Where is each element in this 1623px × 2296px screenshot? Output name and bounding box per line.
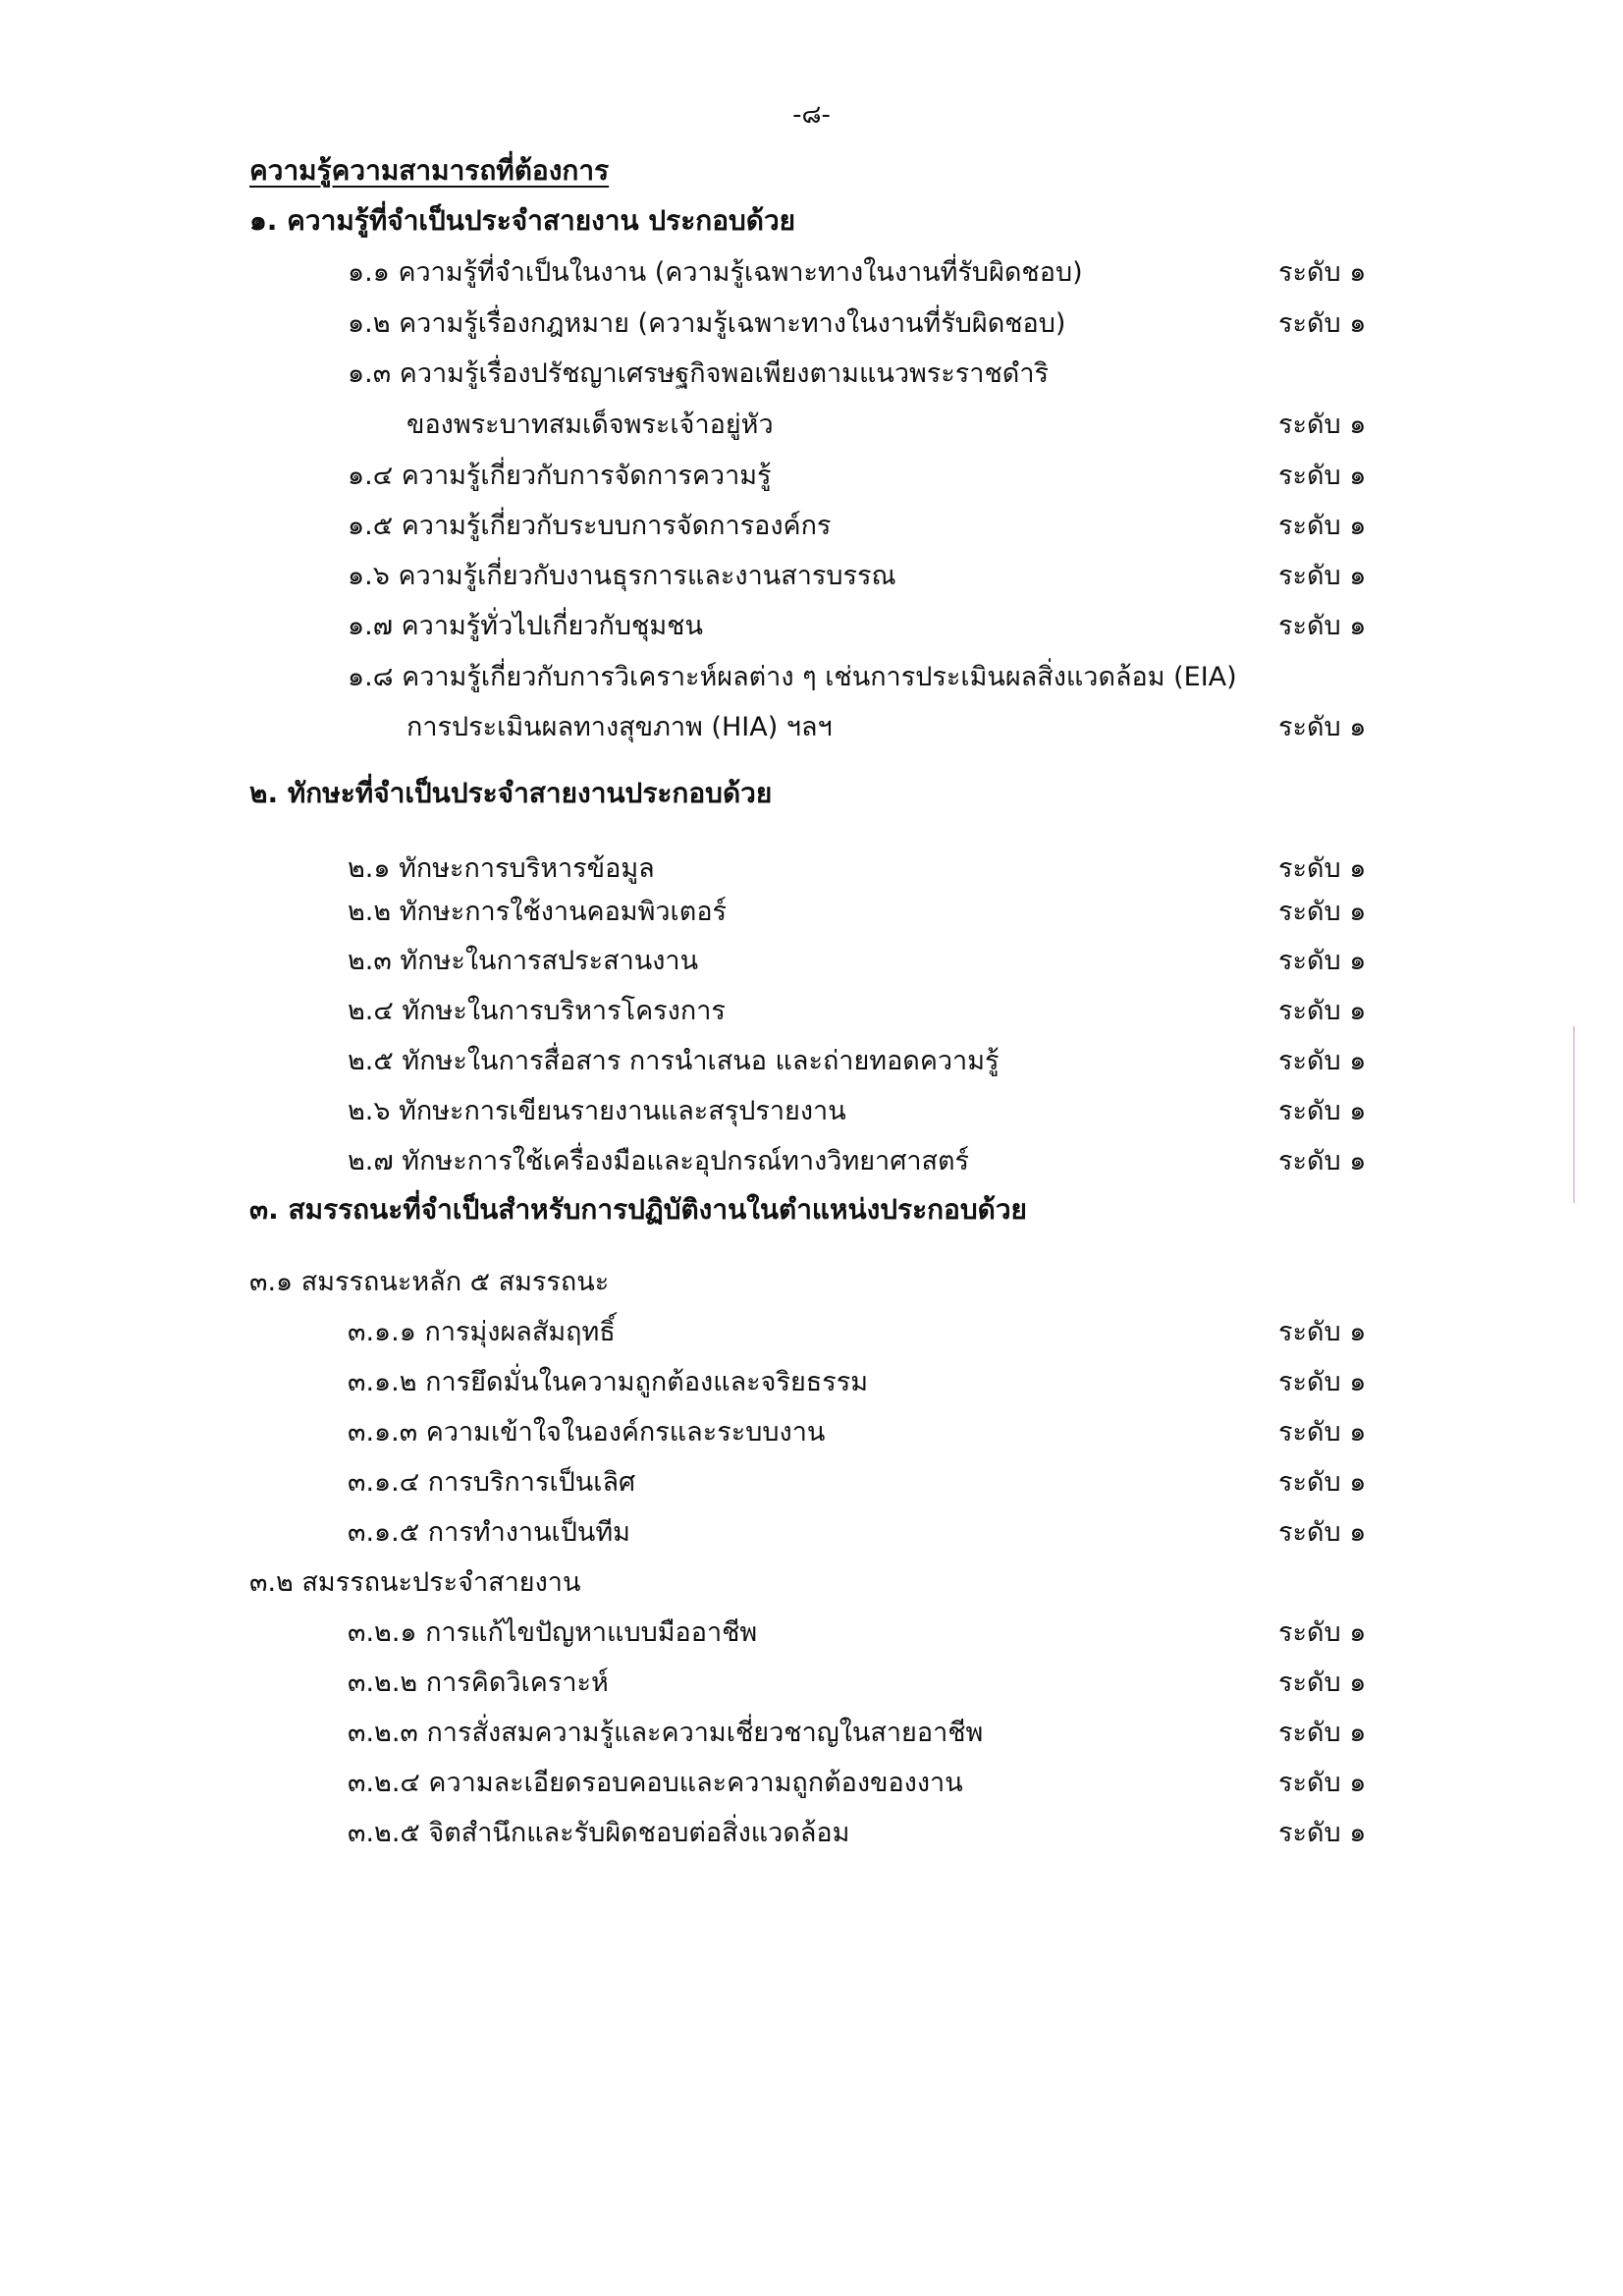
list-item-continuation: การประเมินผลทางสุขภาพ (HIA) ฯลฯ — [406, 712, 833, 742]
subgroup-heading-core: ๓.๑ สมรรถนะหลัก ๕ สมรรถนะ — [249, 1267, 610, 1297]
list-item-level: ระดับ ๑ — [1278, 511, 1367, 541]
margin-mark — [1573, 1026, 1575, 1203]
list-item-level: ระดับ ๑ — [1278, 1317, 1367, 1347]
list-item-label: ๑.๖ ความรู้เกี่ยวกับงานธุรการและงานสารบรรณ — [348, 561, 896, 591]
list-item-label: ๑.๑ ความรู้ที่จำเป็นในงาน (ความรู้เฉพาะทางในงานที่รับผิดชอบ) — [348, 257, 1083, 288]
list-item-label: ๓.๑.๑ การมุ่งผลสัมฤทธิ์ — [348, 1317, 616, 1347]
page-number: -๘- — [792, 100, 831, 130]
list-item-level: ระดับ ๑ — [1278, 712, 1367, 742]
list-item-label: ๑.๒ ความรู้เรื่องกฎหมาย (ความรู้เฉพาะทางในงานที่รับผิดชอบ) — [348, 308, 1066, 339]
list-item-label: ๓.๒.๑ การแก้ไขปัญหาแบบมืออาชีพ — [348, 1617, 758, 1648]
document-title: ความรู้ความสามารถที่ต้องการ — [249, 154, 610, 187]
list-item-label: ๒.๓ ทักษะในการสประสานงาน — [348, 946, 699, 976]
section-heading-skills: ๒. ทักษะที่จำเป็นประจำสายงานประกอบด้วย — [249, 777, 773, 809]
list-item-level: ระดับ ๑ — [1278, 1617, 1367, 1648]
list-item-label: ๑.๕ ความรู้เกี่ยวกับระบบการจัดการองค์กร — [348, 511, 832, 541]
list-item-label: ๓.๒.๒ การคิดวิเคราะห์ — [348, 1667, 609, 1698]
list-item-label: ๑.๗ ความรู้ทั่วไปเกี่ยวกับชุมชน — [348, 611, 703, 641]
list-item-label: ๒.๕ ทักษะในการสื่อสาร การนำเสนอ และถ่ายทอดความรู้ — [348, 1046, 1000, 1076]
list-item-label: ๓.๑.๔ การบริการเป็นเลิศ — [348, 1467, 636, 1498]
list-item-level: ระดับ ๑ — [1278, 1667, 1367, 1698]
list-item-label: ๒.๑ ทักษะการบริหารข้อมูล — [348, 853, 655, 884]
list-item-level: ระดับ ๑ — [1278, 1818, 1367, 1848]
list-item-label: ๒.๗ ทักษะการใช้เครื่องมือและอุปกรณ์ทางวิทยาศาสตร์ — [348, 1146, 970, 1176]
list-item-level: ระดับ ๑ — [1278, 611, 1367, 641]
list-item-level: ระดับ ๑ — [1278, 461, 1367, 491]
list-item-level: ระดับ ๑ — [1278, 561, 1367, 591]
list-item-label: ๓.๑.๕ การทำงานเป็นทีม — [348, 1517, 630, 1548]
list-item-level: ระดับ ๑ — [1278, 1718, 1367, 1748]
list-item-label: ๑.๓ ความรู้เรื่องปรัชญาเศรษฐกิจพอเพียงตามแนวพระราชดำริ — [348, 358, 1049, 389]
list-item-label: ๓.๑.๒ การยึดมั่นในความถูกต้องและจริยธรรม — [348, 1367, 869, 1397]
list-item-level: ระดับ ๑ — [1278, 308, 1367, 339]
section-heading-competencies: ๓. สมรรถนะที่จำเป็นสำหรับการปฏิบัติงานในตำแหน่งประกอบด้วย — [249, 1193, 1027, 1226]
list-item-continuation: ของพระบาทสมเด็จพระเจ้าอยู่หัว — [406, 410, 774, 440]
list-item-label: ๑.๔ ความรู้เกี่ยวกับการจัดการความรู้ — [348, 461, 772, 491]
list-item-level: ระดับ ๑ — [1278, 1146, 1367, 1176]
section-heading-knowledge: ๑. ความรู้ที่จำเป็นประจำสายงาน ประกอบด้วย — [249, 204, 796, 237]
list-item-level: ระดับ ๑ — [1278, 1367, 1367, 1397]
list-item-level: ระดับ ๑ — [1278, 996, 1367, 1026]
list-item-level: ระดับ ๑ — [1278, 1768, 1367, 1798]
list-item-level: ระดับ ๑ — [1278, 1467, 1367, 1498]
subgroup-heading-functional: ๓.๒ สมรรถนะประจำสายงาน — [249, 1567, 581, 1598]
list-item-label: ๑.๘ ความรู้เกี่ยวกับการวิเคราะห์ผลต่าง ๆ เช่นการประเมินผลสิ่งแวดล้อม (EIA) — [348, 662, 1237, 692]
list-item-label: ๒.๔ ทักษะในการบริหารโครงการ — [348, 996, 726, 1026]
list-item-level: ระดับ ๑ — [1278, 410, 1367, 440]
list-item-label: ๒.๖ ทักษะการเขียนรายงานและสรุปรายงาน — [348, 1096, 846, 1126]
list-item-level: ระดับ ๑ — [1278, 897, 1367, 927]
list-item-label: ๓.๒.๓ การสั่งสมความรู้และความเชี่ยวชาญในสายอาชีพ — [348, 1718, 984, 1748]
list-item-level: ระดับ ๑ — [1278, 1517, 1367, 1548]
list-item-label: ๒.๒ ทักษะการใช้งานคอมพิวเตอร์ — [348, 897, 728, 927]
list-item-label: ๓.๒.๔ ความละเอียดรอบคอบและความถูกต้องของงาน — [348, 1768, 963, 1798]
list-item-level: ระดับ ๑ — [1278, 1046, 1367, 1076]
list-item-level: ระดับ ๑ — [1278, 1096, 1367, 1126]
list-item-level: ระดับ ๑ — [1278, 853, 1367, 884]
list-item-label: ๓.๒.๕ จิตสำนึกและรับผิดชอบต่อสิ่งแวดล้อม — [348, 1818, 850, 1848]
list-item-label: ๓.๑.๓ ความเข้าใจในองค์กรและระบบงาน — [348, 1417, 826, 1448]
list-item-level: ระดับ ๑ — [1278, 257, 1367, 288]
list-item-level: ระดับ ๑ — [1278, 946, 1367, 976]
list-item-level: ระดับ ๑ — [1278, 1417, 1367, 1448]
